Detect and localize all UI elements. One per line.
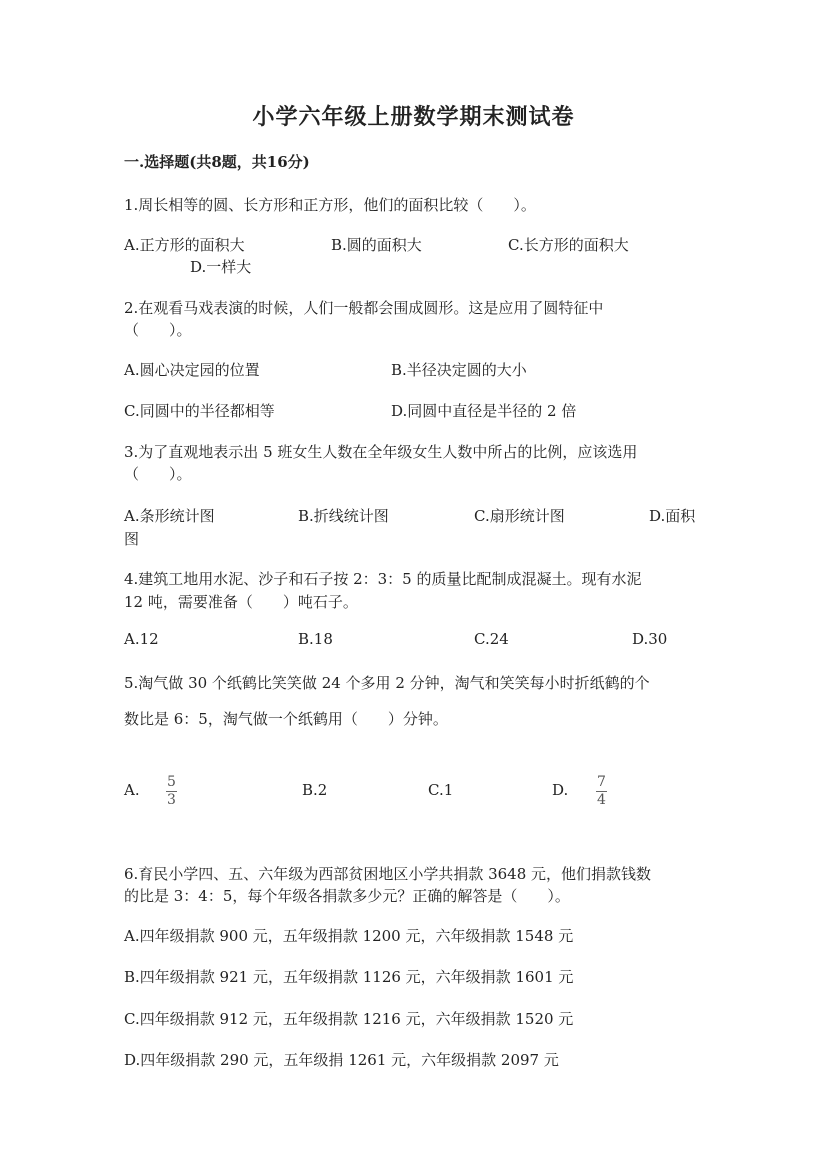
- fraction-seven-fourths: [596, 775, 607, 808]
- question-1-option-d[interactable]: D.一样大: [190, 258, 252, 276]
- question-4-option-c[interactable]: C.24: [474, 630, 509, 648]
- question-3-option-d[interactable]: D.面积: [649, 507, 696, 525]
- question-1-option-c[interactable]: C.长方形的面积大: [508, 236, 629, 254]
- question-3-option-b[interactable]: B.折线统计图: [298, 507, 389, 525]
- question-4-line-1: 4.建筑工地用水泥、沙子和石子按 2：3：5 的质量比配制成混凝土。现有水泥: [124, 570, 642, 588]
- question-2-option-d[interactable]: D.同圆中直径是半径的 2 倍: [391, 402, 577, 420]
- fraction-numerator: 7: [597, 774, 606, 790]
- question-5-option-a[interactable]: A.: [124, 781, 140, 799]
- fraction-denominator: 3: [167, 792, 176, 808]
- question-4-option-d[interactable]: D.30: [632, 630, 668, 648]
- question-3-option-c[interactable]: C.扇形统计图: [474, 507, 565, 525]
- question-3-line-1: 3.为了直观地表示出 5 班女生人数在全年级女生人数中所占的比例，应该选用: [124, 443, 638, 461]
- section-heading: 一.选择题(共8题，共16分): [124, 153, 310, 171]
- question-3-line-2: （ ）。: [124, 465, 192, 483]
- question-4-line-2: 12 吨，需要准备（ ）吨石子。: [124, 593, 358, 611]
- question-2-option-c[interactable]: C.同圆中的半径都相等: [124, 402, 275, 420]
- question-3-option-a[interactable]: A.条形统计图: [124, 507, 215, 525]
- question-1-option-a[interactable]: A.正方形的面积大: [124, 236, 245, 254]
- question-6-line-1: 6.育民小学四、五、六年级为西部贫困地区小学共捐款 3648 元，他们捐款钱数: [124, 865, 652, 883]
- question-2-line-2: （ ）。: [124, 321, 192, 339]
- question-5-option-b[interactable]: B.2: [302, 781, 328, 799]
- question-6-option-d[interactable]: D.四年级捐款 290 元，五年级捐 1261 元，六年级捐款 2097 元: [124, 1051, 559, 1069]
- page-title: 小学六年级上册数学期末测试卷: [252, 104, 575, 130]
- question-5-option-c[interactable]: C.1: [428, 781, 454, 799]
- question-6-option-c[interactable]: C.四年级捐款 912 元，五年级捐款 1216 元，六年级捐款 1520 元: [124, 1010, 574, 1028]
- question-5-line-2: 数比是 6：5，淘气做一个纸鹤用（ ）分钟。: [124, 710, 448, 728]
- fraction-denominator: 4: [597, 792, 606, 808]
- question-3-option-d-continued: 图: [124, 530, 140, 548]
- question-4-option-a[interactable]: A.12: [124, 630, 159, 648]
- question-2-option-b[interactable]: B.半径决定圆的大小: [391, 361, 527, 379]
- question-4-option-b[interactable]: B.18: [298, 630, 333, 648]
- question-2-line-1: 2.在观看马戏表演的时候，人们一般都会围成圆形。这是应用了圆特征中: [124, 299, 604, 317]
- question-6-option-a[interactable]: A.四年级捐款 900 元，五年级捐款 1200 元，六年级捐款 1548 元: [124, 927, 574, 945]
- question-2-option-a[interactable]: A.圆心决定园的位置: [124, 361, 260, 379]
- question-6-line-2: 的比是 3：4：5，每个年级各捐款多少元？正确的解答是（ ）。: [124, 887, 570, 905]
- question-1-text: 1.周长相等的圆、长方形和正方形，他们的面积比较（ ）。: [124, 196, 536, 214]
- question-5-option-d[interactable]: D.: [552, 781, 569, 799]
- fraction-numerator: 5: [167, 774, 176, 790]
- fraction-five-thirds: [166, 775, 177, 808]
- question-6-option-b[interactable]: B.四年级捐款 921 元，五年级捐款 1126 元，六年级捐款 1601 元: [124, 968, 574, 986]
- question-1-option-b[interactable]: B.圆的面积大: [331, 236, 422, 254]
- question-5-line-1: 5.淘气做 30 个纸鹤比笑笑做 24 个多用 2 分钟，淘气和笑笑每小时折纸鹤的个: [124, 674, 650, 692]
